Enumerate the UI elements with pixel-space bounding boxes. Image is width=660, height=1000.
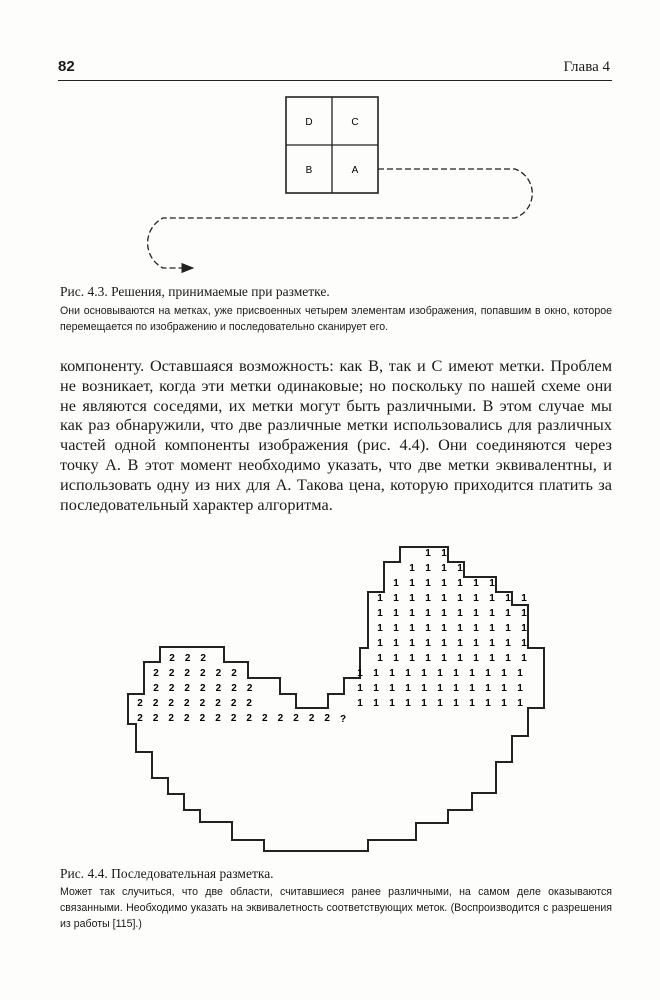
label-2-cell: 2: [231, 683, 237, 694]
label-1-cell: 1: [473, 578, 479, 589]
label-1-cell: 1: [521, 653, 527, 664]
label-2-cell: 2: [200, 653, 206, 664]
label-1-cell: 1: [473, 653, 479, 664]
label-1-cell: 1: [457, 608, 463, 619]
label-2-cell: 2: [152, 713, 159, 724]
label-1-cell: 1: [457, 653, 463, 664]
label-1-cell: 1: [373, 698, 379, 709]
label-2-cell: 2: [184, 683, 190, 694]
label-1-cell: 1: [505, 623, 511, 634]
label-1-cell: 1: [405, 698, 411, 709]
label-1-cell: 1: [373, 668, 379, 679]
label-1-cell: 1: [489, 608, 495, 619]
label-2-cell: 2: [152, 698, 159, 709]
label-1-cell: 1: [441, 593, 447, 604]
label-1-cell: 1: [489, 623, 495, 634]
label-1-cell: 1: [453, 683, 459, 694]
label-2-cell: 2: [137, 713, 143, 724]
label-1-cell: 1: [389, 698, 395, 709]
label-2-cell: 2: [169, 653, 175, 664]
label-2-cell: 2: [215, 683, 222, 694]
cell-c-label: C: [351, 117, 359, 128]
label-1-cell: 1: [457, 578, 463, 589]
label-2-cell: 2: [246, 713, 252, 724]
label-1-cell: 1: [389, 668, 395, 679]
label-1-cell: 1: [441, 578, 447, 589]
label-1-cell: 1: [505, 593, 511, 604]
label-1-cell: 1: [469, 698, 475, 709]
label-1-cell: 1: [505, 608, 511, 619]
label-1-cell: 1: [421, 668, 427, 679]
label-2-cell: 2: [184, 668, 190, 679]
label-1-cell: 1: [425, 593, 431, 604]
label-1-cell: 1: [421, 698, 427, 709]
label-1-cell: 1: [393, 638, 399, 649]
label-1-cell: 1: [437, 698, 443, 709]
label-1-cell: 1: [409, 653, 415, 664]
label-1-cell: 1: [473, 608, 479, 619]
figure-4-4-title: Рис. 4.4. Последовательная разметка.: [60, 866, 274, 881]
label-1-cell: 1: [409, 593, 415, 604]
label-1-cell: 1: [441, 563, 447, 574]
cell-b-label: B: [305, 165, 313, 176]
chapter-title: Глава 4: [563, 59, 610, 75]
body-paragraph: компоненту. Оставшаяся возможность: как В, так и С имеют метки. Проблем не возникает, когда эти метки одинаковые; но поскольку по нашей схеме они не являются соседями, их метки могут быть различными. В этом случае мы как раз обнаружили, что две различные метки использовались для различных частей одной компоненты изображения (рис. 4.4). Они соединяются через точку А. В этот момент необходимо указать, что две метки эквивалентны, и использовать одну из них для А. Такова цена, которую приходится платить за последовательный характер алгоритма.: [60, 356, 612, 514]
label-1-cell: 1: [441, 608, 447, 619]
label-1-cell: 1: [469, 683, 475, 694]
label-1-cell: 1: [425, 563, 431, 574]
label-1-cell: 1: [469, 668, 475, 679]
label-2-cell: 2: [230, 698, 237, 709]
label-1-cell: 1: [457, 623, 463, 634]
label-1-cell: 1: [441, 638, 447, 649]
label-2-cell: 2: [168, 713, 174, 724]
cell-a-label: A: [351, 165, 359, 176]
label-1-cell: 1: [457, 593, 463, 604]
label-1-cell: 1: [393, 608, 399, 619]
label-1-cell: 1: [441, 653, 447, 664]
label-1-cell: 1: [373, 683, 379, 694]
label-1-cell: 1: [357, 683, 363, 694]
label-2-cell: 2: [230, 713, 237, 724]
label-1-cell: 1: [425, 578, 431, 589]
label-1-cell: 1: [357, 668, 363, 679]
label-1-cell: 1: [425, 548, 431, 559]
figure-4-3-caption: Они основываются на метках, уже присвоенных четырем элементам изображения, попавшим в окно, которое перемещается по изображению и последовательно сканирует его.: [60, 305, 612, 333]
label-1-cell: 1: [473, 623, 479, 634]
label-1-cell: 1: [517, 698, 523, 709]
label-2-cell: 2: [215, 698, 221, 709]
label-1-cell: 1: [393, 578, 399, 589]
label-1-cell: 1: [489, 638, 495, 649]
label-1-cell: 1: [489, 653, 495, 664]
label-2-region: [137, 653, 330, 724]
label-1-cell: 1: [457, 563, 463, 574]
label-1-cell: 1: [441, 623, 447, 634]
label-1-cell: 1: [405, 683, 411, 694]
label-1-cell: 1: [409, 608, 415, 619]
label-1-cell: 1: [517, 683, 523, 694]
label-2-cell: 2: [324, 713, 330, 724]
label-1-cell: 1: [489, 578, 495, 589]
label-1-cell: 1: [377, 593, 383, 604]
label-1-cell: 1: [485, 668, 491, 679]
label-1-cell: 1: [457, 638, 463, 649]
label-2-cell: 2: [199, 698, 206, 709]
label-1-cell: 1: [485, 683, 491, 694]
label-1-cell: 1: [485, 698, 491, 709]
label-1-cell: 1: [409, 623, 415, 634]
label-2-cell: 2: [246, 683, 253, 694]
label-2-cell: 2: [184, 713, 190, 724]
label-2-cell: 2: [184, 653, 191, 664]
label-1-cell: 1: [377, 608, 383, 619]
label-1-cell: 1: [473, 638, 479, 649]
label-1-cell: 1: [437, 668, 443, 679]
label-1-cell: 1: [473, 593, 479, 604]
label-1-cell: 1: [521, 608, 527, 619]
label-1-cell: 1: [409, 578, 415, 589]
label-2-cell: 2: [215, 668, 222, 679]
label-2-cell: 2: [200, 683, 206, 694]
label-1-cell: 1: [489, 593, 495, 604]
label-2-cell: 2: [215, 713, 221, 724]
cell-d-label: D: [305, 117, 313, 128]
label-2-cell: 2: [246, 698, 252, 709]
label-2-cell: 2: [153, 683, 159, 694]
label-1-cell: 1: [393, 623, 399, 634]
label-1-cell: 1: [501, 683, 507, 694]
label-1-cell: 1: [437, 683, 443, 694]
label-1-cell: 1: [393, 593, 399, 604]
label-1-cell: 1: [521, 593, 527, 604]
label-1-cell: 1: [377, 623, 383, 634]
label-1-cell: 1: [389, 683, 395, 694]
label-2-cell: 2: [277, 713, 284, 724]
label-1-cell: 1: [501, 698, 507, 709]
label-1-cell: 1: [377, 638, 383, 649]
label-1-cell: 1: [441, 548, 447, 559]
label-2-cell: 2: [199, 713, 206, 724]
label-1-cell: 1: [425, 608, 431, 619]
figure-4-3-title: Рис. 4.3. Решения, принимаемые при разметке.: [60, 284, 330, 299]
label-2-cell: 2: [137, 698, 143, 709]
label-1-region: [357, 548, 527, 709]
label-1-cell: 1: [521, 623, 527, 634]
label-1-cell: 1: [425, 653, 431, 664]
label-1-cell: 1: [425, 623, 431, 634]
label-2-cell: 2: [262, 713, 268, 724]
label-1-cell: 1: [453, 698, 459, 709]
label-1-cell: 1: [357, 698, 363, 709]
label-2-cell: 2: [168, 698, 174, 709]
label-2-cell: 2: [168, 668, 175, 679]
label-1-cell: 1: [453, 668, 459, 679]
label-1-cell: 1: [393, 653, 399, 664]
label-2-cell: 2: [200, 668, 206, 679]
label-1-cell: 1: [501, 668, 507, 679]
label-1-cell: 1: [505, 638, 511, 649]
page-number: 82: [58, 58, 75, 75]
label-2-cell: 2: [308, 713, 315, 724]
label-1-cell: 1: [521, 638, 527, 649]
region-outline: [128, 547, 544, 851]
label-2-cell: 2: [293, 713, 299, 724]
label-1-cell: 1: [405, 668, 411, 679]
label-2-cell: 2: [184, 698, 190, 709]
label-2-cell: 2: [231, 668, 237, 679]
label-1-cell: 1: [425, 638, 431, 649]
label-1-cell: 1: [377, 653, 383, 664]
label-1-cell: 1: [409, 563, 415, 574]
label-2-cell: 2: [168, 683, 175, 694]
label-2-cell: 2: [153, 668, 159, 679]
label-1-cell: 1: [409, 638, 415, 649]
label-1-cell: 1: [505, 653, 511, 664]
unknown-label-mark: ?: [339, 714, 347, 725]
label-1-cell: 1: [421, 683, 427, 694]
figure-4-4-caption: Может так случиться, что две области, считавшиеся ранее различными, на самом деле оказываются связанными. Необходимо указать на эквивалетность соответствующих меток. (Воспроизводится с разрешения из работы [115].): [60, 886, 612, 930]
label-1-cell: 1: [517, 668, 523, 679]
